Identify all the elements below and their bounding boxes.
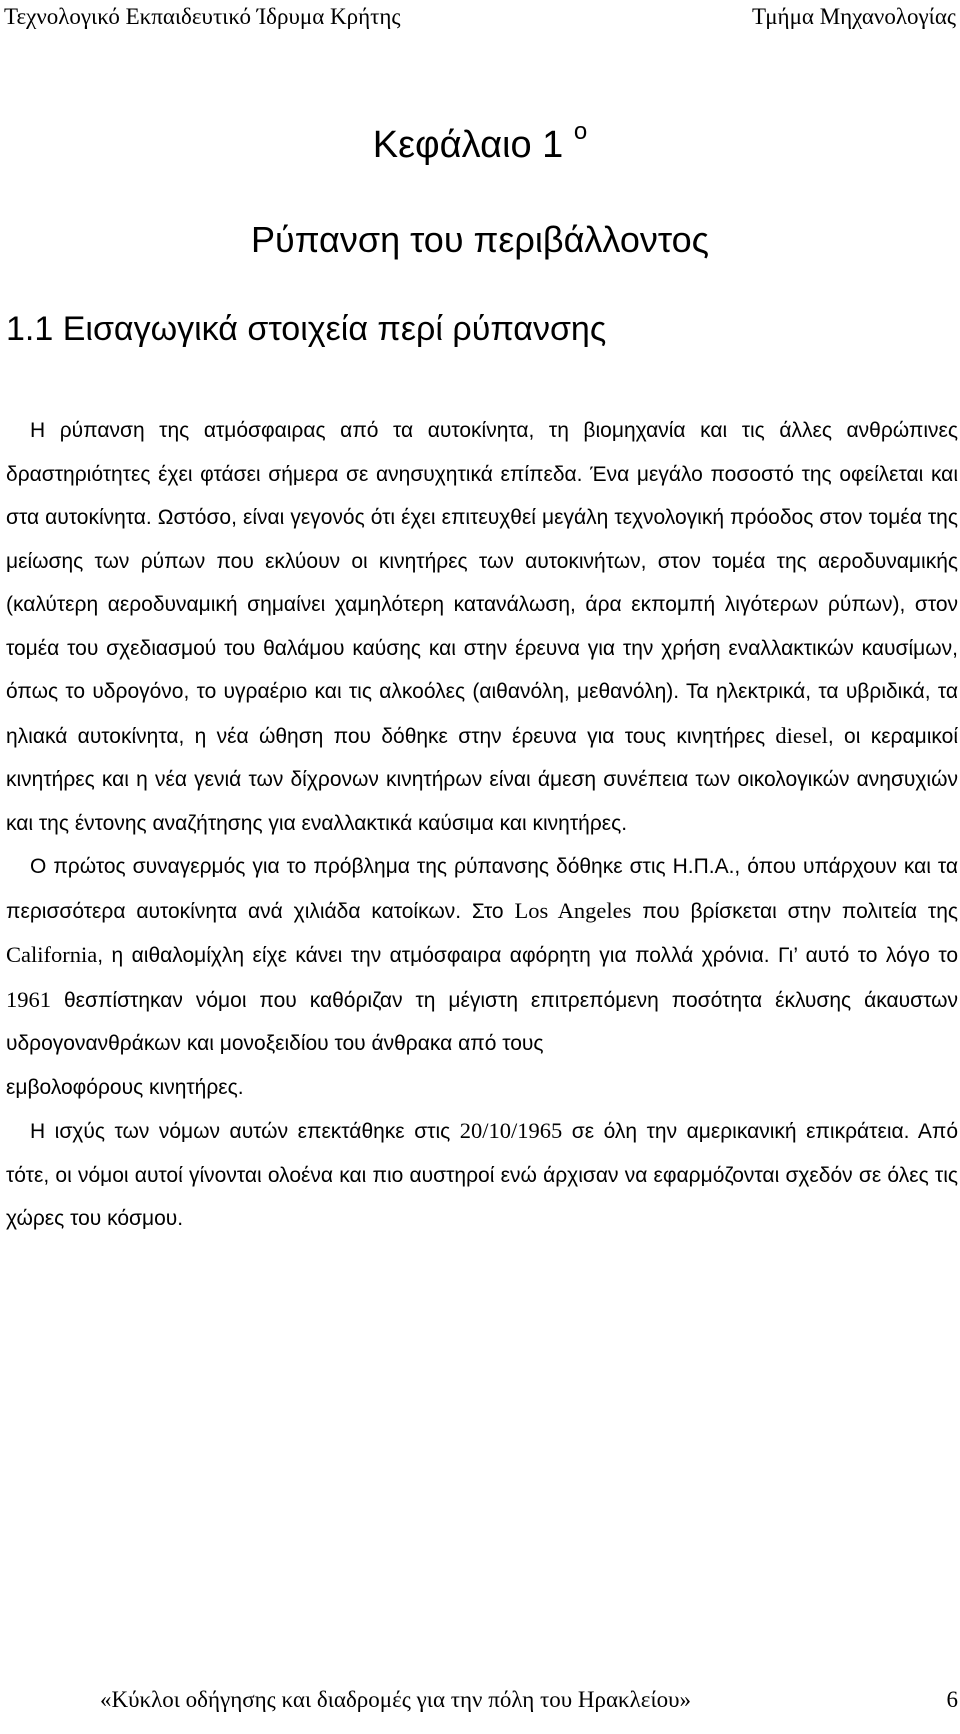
body-text <box>6 409 958 1241</box>
chapter-label: Κεφάλαιο 1 <box>372 124 564 166</box>
paragraph-2-text-e: , η αιθαλομίχλη είχε κάνει την ατμόσφαιρα αφόρητη για πολλά χρόνια. Γι’ αυτό το λόγο το <box>97 944 958 967</box>
paragraph-3 <box>6 1109 958 1241</box>
paragraph-1-text-end: , οι κεραμικοί κινητήρες και η νέα γενιά των δίχρονων κινητήρων είναι άμεση συνέπεια των οικολογικών ανησυχιών και της έντονης αναζήτησης για εναλλακτικά καύσιμα και κινητήρες. <box>6 724 958 835</box>
paragraph-2-text-c: που βρίσκεται στην πολιτεία της <box>631 899 958 923</box>
paragraph-2-text-a: Ο πρώτος συναγερμός για το πρόβλημα της ρύπανσης δόθηκε στις Η.Π.Α., όπου υπάρχουν και τα περισσότερα αυτοκίνητα ανά χιλιάδα κατοίκων. Στο <box>6 855 958 923</box>
chapter-heading <box>0 120 960 170</box>
header-institution: Τεχνολογικό Εκπαιδευτικό Ίδρυμα Κρήτης <box>4 4 401 29</box>
paragraph-2-continuation: εμβολοφόρους κινητήρες. <box>6 1075 244 1099</box>
header-department: Τμήμα Μηχανολογίας <box>752 4 956 29</box>
paragraph-1 <box>6 409 958 845</box>
paragraph-1-text: Η ρύπανση της ατμόσφαιρας από τα αυτοκίνητα, τη βιομηχανία και τις άλλες ανθρώπινες δραστηριότητες έχει φτάσει σήμερα σε ανησυχητικά επίπεδα. Ένα μεγάλο ποσοστό της οφείλεται και στα αυτοκίνητα. Ωστόσο, είναι γεγονός ότι έχει επιτευχθεί μεγάλη τεχνολογική πρόοδος στον τομέα της μείωσης των ρύπων που εκλύουν οι κινητήρες των αυτοκινήτων, στον τομέα της αεροδυναμικής (καλύτερη αεροδυναμική σημαίνει χαμηλότερη κατανάλωση, άρα εκπομπή λιγότερων ρύπων), στον τομέα του σχεδιασμού του θαλάμου καύσης και στην έρευνα για την χρήση εναλλακτικών καυσίμων, όπως το υδρογόνο, το υγραέριο και τις αλκοόλες (αιθανόλη, μεθανόλη). Τα ηλεκτρικά, τα υβριδικά, τα ηλιακά αυτοκίνητα, η νέα ώθηση που δόθηκε στην έρευνα για τους κινητήρες <box>6 419 958 748</box>
paragraph-2-year: 1961 <box>6 986 51 1012</box>
paragraph-2-text-g: θεσπίστηκαν νόμοι που καθόριζαν τη μέγιστη επιτρεπόμενη ποσότητα έκλυσης άκαυστων υδρογονανθράκων και μονοξειδίου του άνθρακα από τους <box>6 988 958 1055</box>
paragraph-2 <box>6 845 958 1066</box>
paragraph-2-latin-city: Los Angeles <box>514 897 632 923</box>
chapter-title: Ρύπανση του περιβάλλοντος <box>251 219 709 260</box>
page-number: 6 <box>946 1687 958 1712</box>
chapter-ordinal: ο <box>573 118 588 146</box>
paragraph-3-text-a: Η ισχύς των νόμων αυτών επεκτάθηκε στις <box>30 1120 460 1143</box>
section-title: 1.1 Εισαγωγικά στοιχεία περί ρύπανσης <box>6 310 607 348</box>
footer <box>0 1680 960 1720</box>
paragraph-3-text-c: σε όλη την αμερικανική επικράτεια. Από τότε, οι νόμοι αυτοί γίνονται ολοένα και πιο αυστηροί ενώ άρχισαν να εφαρμόζονται σχεδόν σε όλες τις χώρες του κόσμου. <box>6 1120 959 1230</box>
paragraph-3-date: 20/10/1965 <box>459 1118 563 1143</box>
paragraph-1-latin: diesel <box>775 722 828 748</box>
paragraph-2-latin-state: California <box>6 942 98 967</box>
footer-title: «Κύκλοι οδήγησης και διαδρομές για την πόλη του Ηρακλείου» <box>100 1687 692 1712</box>
